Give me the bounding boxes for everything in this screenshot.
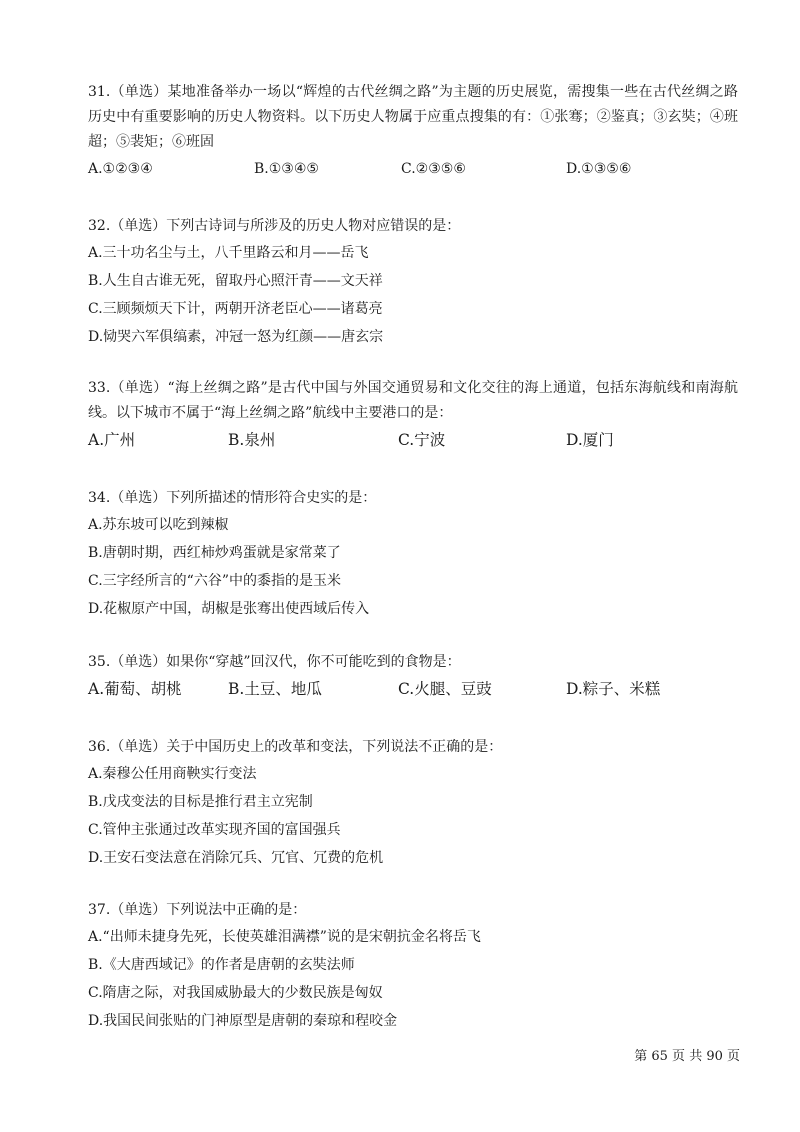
question-34 [88,486,738,623]
option-a: A.苏东坡可以吃到辣椒 [88,517,229,533]
option-b: B.人生自古谁无死，留取丹心照汗青——文天祥 [88,273,383,289]
question-33 [88,376,738,454]
option-a: A.“出师未捷身先死，长使英雄泪满襟”说的是宋朝抗金名将岳飞 [88,929,481,945]
option-d: D.厦门 [566,431,614,449]
question-stem: 37.（单选）下列说法中正确的是： [88,902,307,918]
question-stem: 31.（单选）某地准备举办一场以“辉煌的古代丝绸之路”为主题的历史展览，需搜集一些在古代丝绸之路历史中有重要影响的历史人物资料。以下历史人物属于应重点搜集的有：①张骞；②鉴真；③玄奘；④班超；⑤裴矩；⑥班固 [88,84,738,150]
page-number: 第 65 页 共 90 页 [634,1049,740,1064]
question-32 [88,214,738,351]
question-36 [88,735,738,872]
option-d: D.我国民间张贴的门神原型是唐朝的秦琼和程咬金 [88,1013,398,1029]
question-stem: 36.（单选）关于中国历史上的改革和变法，下列说法不正确的是： [88,739,503,755]
option-a: A.葡萄、胡桃 [88,680,182,698]
question-35 [88,650,738,703]
option-c: C.隋唐之际，对我国威胁最大的少数民族是匈奴 [88,985,383,1001]
question-stem: 35.（单选）如果你“穿越”回汉代，你不可能吃到的食物是： [88,654,461,670]
question-37 [88,898,738,1035]
option-c: C.宁波 [398,431,446,449]
option-d: D.花椒原产中国，胡椒是张骞出使西域后传入 [88,601,370,617]
option-c: C.三顾频烦天下计，两朝开济老臣心——诸葛亮 [88,301,383,317]
option-b: B.①③④⑤ [254,161,319,177]
options-row [88,675,738,703]
options-row [88,155,738,183]
option-d: D.粽子、米糕 [566,680,661,698]
option-b: B.泉州 [228,431,276,449]
option-d: D.恸哭六军俱缟素，冲冠一怒为红颜——唐玄宗 [88,329,384,345]
option-d: D.①③⑤⑥ [566,161,632,177]
option-d: D.王安石变法意在消除冗兵、冗官、冗费的危机 [88,850,384,866]
option-c: C.②③⑤⑥ [401,161,466,177]
option-a: A.广州 [88,431,136,449]
question-stem: 34.（单选）下列所描述的情形符合史实的是： [88,490,377,506]
question-stem: 32.（单选）下列古诗词与所涉及的历史人物对应错误的是： [88,218,461,234]
options-row [88,426,738,454]
option-b: B.戊戌变法的目标是推行君主立宪制 [88,794,313,810]
option-b: B.唐朝时期，西红柿炒鸡蛋就是家常菜了 [88,545,341,561]
option-c: C.火腿、豆豉 [398,680,492,698]
option-c: C.管仲主张通过改革实现齐国的富国强兵 [88,822,341,838]
option-a: A.三十功名尘与土，八千里路云和月——岳飞 [88,245,369,261]
question-stem: 33.（单选）“海上丝绸之路”是古代中国与外国交通贸易和文化交往的海上通道，包括东海航线和南海航线。以下城市不属于“海上丝绸之路”航线中主要港口的是： [88,380,738,421]
option-b: B.土豆、地瓜 [228,680,322,698]
option-a: A.秦穆公任用商鞅实行变法 [88,766,257,782]
question-31 [88,80,738,183]
option-a: A.①②③④ [88,161,153,177]
option-b: B.《大唐西域记》的作者是唐朝的玄奘法师 [88,957,355,973]
option-c: C.三字经所言的“六谷”中的黍指的是玉米 [88,573,341,589]
